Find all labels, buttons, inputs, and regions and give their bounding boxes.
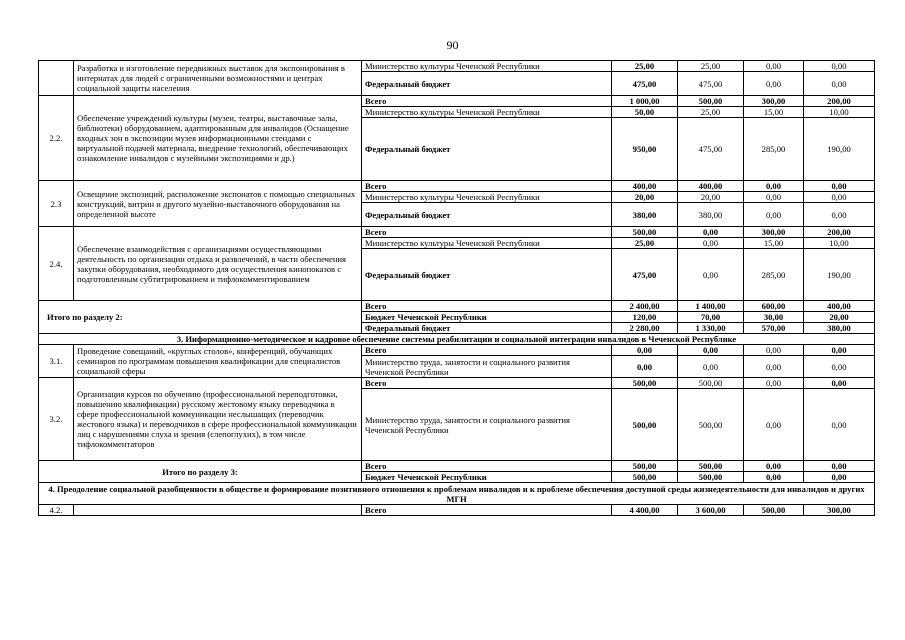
value-year-2: 15,00 [744, 107, 804, 118]
value-year-2: 0,00 [744, 61, 804, 72]
value-year-2: 0,00 [744, 472, 804, 483]
value-year-3: 0,00 [804, 61, 875, 72]
funding-source: Всего [362, 227, 612, 238]
value-year-2: 300,00 [744, 96, 804, 107]
value-year-3: 10,00 [804, 107, 875, 118]
value-year-1: 380,00 [678, 203, 744, 227]
item-description: Обеспечение учреждений культуры (музеи, театры, выставочные залы, библиотеки) оборудованием, адаптированным для инвалидов (Оснащение входных зон в экспозиции музея информационными стендами с виртуальной подачей материала, внедрение технологий, обеспечивающих ознакомление инвалидов с музейными экспозициями и др.) [74, 96, 362, 181]
value-year-2: 285,00 [744, 249, 804, 301]
value-year-2: 570,00 [744, 323, 804, 334]
value-year-1: 1 400,00 [678, 301, 744, 312]
section-4-heading: 4. Преодоление социальной разобщенности в обществе и формирование позитивного отношения к проблемам инвалидов и к проблеме обеспечения доступной среды жизнедеятельности для инвалидов и других МГН [39, 483, 875, 505]
funding-source: Всего [362, 345, 612, 356]
value-year-1: 500,00 [678, 96, 744, 107]
value-year-1: 25,00 [678, 107, 744, 118]
value-year-2: 0,00 [744, 356, 804, 378]
value-total: 500,00 [612, 378, 678, 389]
value-total: 120,00 [612, 312, 678, 323]
value-year-1: 0,00 [678, 356, 744, 378]
value-year-1: 500,00 [678, 389, 744, 461]
funding-source: Федеральный бюджет [362, 323, 612, 334]
value-year-2: 500,00 [744, 505, 804, 516]
value-year-2: 0,00 [744, 192, 804, 203]
item-number: 2.2. [39, 96, 74, 181]
value-year-2: 15,00 [744, 238, 804, 249]
value-year-2: 0,00 [744, 345, 804, 356]
funding-source: Всего [362, 96, 612, 107]
item-number: 3.2. [39, 378, 74, 461]
value-year-1: 20,00 [678, 192, 744, 203]
funding-source: Федеральный бюджет [362, 118, 612, 181]
value-total: 4 400,00 [612, 505, 678, 516]
item-description [74, 505, 362, 516]
value-year-3: 200,00 [804, 96, 875, 107]
value-total: 400,00 [612, 181, 678, 192]
value-year-1: 0,00 [678, 249, 744, 301]
value-year-1: 0,00 [678, 345, 744, 356]
value-year-1: 25,00 [678, 61, 744, 72]
value-total: 500,00 [612, 227, 678, 238]
value-year-2: 0,00 [744, 378, 804, 389]
value-year-3: 190,00 [804, 249, 875, 301]
value-total: 500,00 [612, 389, 678, 461]
value-year-3: 200,00 [804, 227, 875, 238]
item-number: 2.4. [39, 227, 74, 301]
budget-table [38, 60, 875, 516]
value-year-1: 1 330,00 [678, 323, 744, 334]
value-year-1: 500,00 [678, 378, 744, 389]
value-total: 25,00 [612, 61, 678, 72]
value-year-1: 475,00 [678, 72, 744, 96]
value-year-3: 380,00 [804, 323, 875, 334]
value-year-3: 0,00 [804, 461, 875, 472]
value-year-2: 0,00 [744, 461, 804, 472]
item-description: Проведение совещаний, «круглых столов», конференций, обучающих семинаров по программам повышения квалификации для специалистов социальной сферы [74, 345, 362, 378]
value-year-1: 500,00 [678, 461, 744, 472]
funding-source: Всего [362, 181, 612, 192]
value-year-2: 285,00 [744, 118, 804, 181]
value-year-1: 400,00 [678, 181, 744, 192]
value-total: 20,00 [612, 192, 678, 203]
value-total: 1 000,00 [612, 96, 678, 107]
value-year-3: 0,00 [804, 203, 875, 227]
value-year-3: 0,00 [804, 472, 875, 483]
value-total: 475,00 [612, 72, 678, 96]
item-number: 4.2. [39, 505, 74, 516]
item-number: 3.1. [39, 345, 74, 378]
value-total: 500,00 [612, 461, 678, 472]
funding-source: Бюджет Чеченской Республики [362, 312, 612, 323]
value-total: 50,00 [612, 107, 678, 118]
value-year-1: 3 600,00 [678, 505, 744, 516]
value-year-2: 0,00 [744, 72, 804, 96]
funding-source: Министерство культуры Чеченской Республики [362, 107, 612, 118]
value-year-1: 0,00 [678, 227, 744, 238]
item-number [39, 61, 74, 96]
item-description: Разработка и изготовление передвижных выставок для экспонирования в интернатах для людей с ограниченными возможностями и центрах социальной защиты населения [74, 61, 362, 96]
value-year-3: 0,00 [804, 356, 875, 378]
funding-source: Министерство культуры Чеченской Республики [362, 192, 612, 203]
value-year-1: 0,00 [678, 238, 744, 249]
value-year-3: 0,00 [804, 72, 875, 96]
funding-source: Всего [362, 378, 612, 389]
section-3-heading: 3. Информационно-методическое и кадровое обеспечение системы реабилитации и социальной интеграции инвалидов в Чеченской Республике [39, 334, 875, 345]
funding-source: Всего [362, 461, 612, 472]
item-description: Освещение экспозиций, расположение экспонатов с помощью специальных конструкций, витрин и другого музейно-выставочного оборудования на определенной высоте [74, 181, 362, 227]
value-year-3: 0,00 [804, 181, 875, 192]
item-number: 2.3 [39, 181, 74, 227]
item-description: Обеспечение взаимодействия с организациями осуществляющими деятельность по организации отдыха и развлечений, в части обеспечения закупки оборудования, необходимого для осуществления кинопоказов с подготовленным субтитрированием и тифлокомментированием [74, 227, 362, 301]
funding-source: Всего [362, 301, 612, 312]
funding-source: Министерство труда, занятости и социального развития Чеченской Республики [362, 356, 612, 378]
value-total: 2 280,00 [612, 323, 678, 334]
value-total: 2 400,00 [612, 301, 678, 312]
value-total: 950,00 [612, 118, 678, 181]
value-year-2: 30,00 [744, 312, 804, 323]
funding-source: Федеральный бюджет [362, 203, 612, 227]
funding-source: Федеральный бюджет [362, 72, 612, 96]
funding-source: Федеральный бюджет [362, 249, 612, 301]
funding-source: Министерство труда, занятости и социального развития Чеченской Республики [362, 389, 612, 461]
value-year-2: 0,00 [744, 181, 804, 192]
section-3-total-label: Итого по разделу 3: [39, 461, 362, 483]
funding-source: Всего [362, 505, 612, 516]
value-year-1: 475,00 [678, 118, 744, 181]
funding-source: Министерство культуры Чеченской Республики [362, 61, 612, 72]
value-year-3: 0,00 [804, 378, 875, 389]
value-year-3: 190,00 [804, 118, 875, 181]
item-description: Организация курсов по обучению (профессиональной переподготовки, повышению квалификации) русскому жестовому языку переводчика в сфере профессиональной коммуникации неслышащих (переводчик жестового языка) и переводчиков в сфере профессиональной коммуникации лиц с нарушениями слуха и зрения (слепоглухих), в том числе тифлокомментаторов [74, 378, 362, 461]
value-year-3: 400,00 [804, 301, 875, 312]
funding-source: Бюджет Чеченской Республики [362, 472, 612, 483]
value-total: 0,00 [612, 345, 678, 356]
value-year-3: 20,00 [804, 312, 875, 323]
value-year-3: 10,00 [804, 238, 875, 249]
value-total: 500,00 [612, 472, 678, 483]
value-year-3: 0,00 [804, 389, 875, 461]
section-2-total-label: Итого по разделу 2: [39, 301, 362, 334]
value-year-3: 0,00 [804, 345, 875, 356]
value-year-3: 300,00 [804, 505, 875, 516]
value-year-1: 500,00 [678, 472, 744, 483]
value-year-2: 300,00 [744, 227, 804, 238]
funding-source: Министерство культуры Чеченской Республики [362, 238, 612, 249]
value-total: 475,00 [612, 249, 678, 301]
value-year-1: 70,00 [678, 312, 744, 323]
value-year-2: 600,00 [744, 301, 804, 312]
value-total: 0,00 [612, 356, 678, 378]
value-year-2: 0,00 [744, 203, 804, 227]
value-year-3: 0,00 [804, 192, 875, 203]
value-year-2: 0,00 [744, 389, 804, 461]
value-total: 25,00 [612, 238, 678, 249]
page-number: 90 [446, 38, 459, 52]
value-total: 380,00 [612, 203, 678, 227]
